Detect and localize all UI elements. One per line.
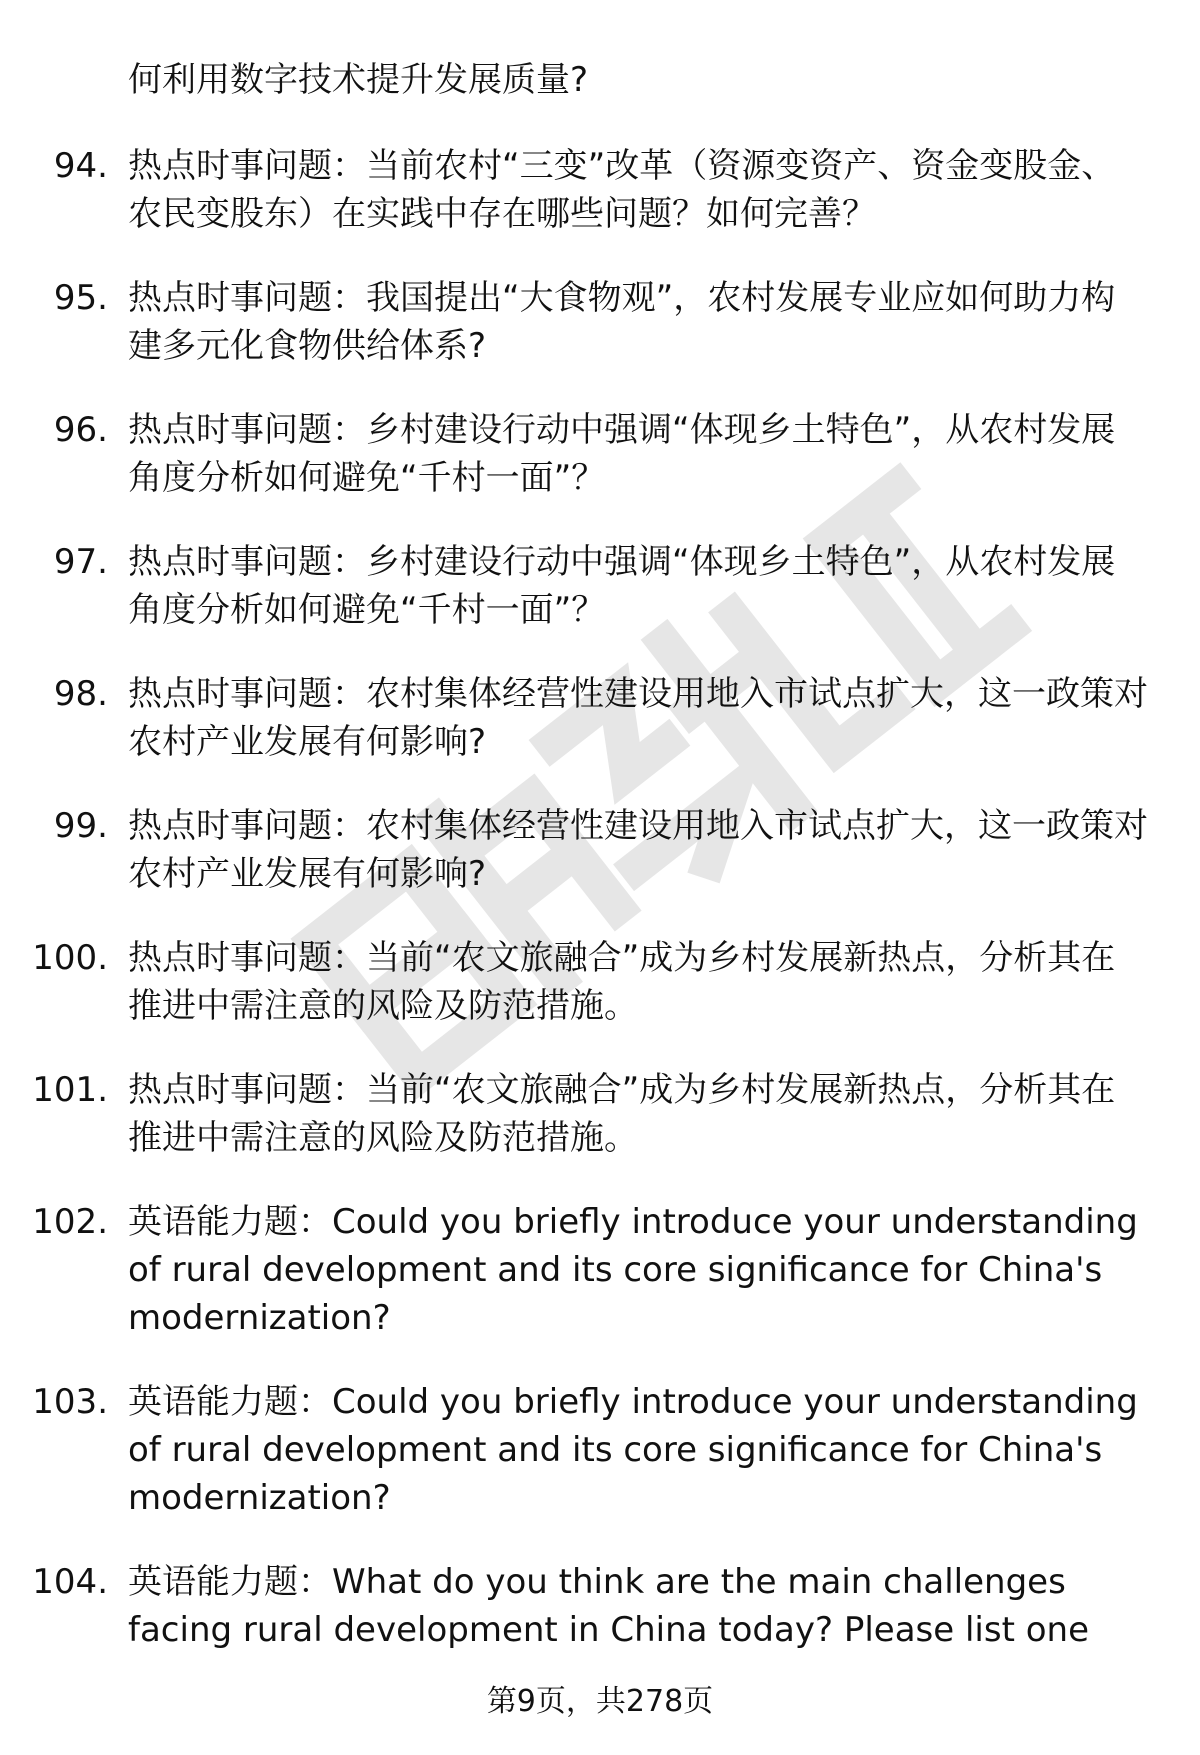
question-number: 99. bbox=[53, 806, 108, 846]
question-number: 96. bbox=[53, 410, 108, 450]
question-item bbox=[0, 1198, 1200, 1342]
question-text: 热点时事问题：我国提出“大食物观”，农村发展专业应如何助力构建多元化食物供给体系? bbox=[128, 278, 1116, 366]
question-text: 热点时事问题：当前农村“三变”改革（资源变资产、资金变股金、农民变股东）在实践中存在哪些问题？如何完善？ bbox=[128, 146, 1116, 234]
question-text: 热点时事问题：农村集体经营性建设用地入市试点扩大，这一政策对农村产业发展有何影响? bbox=[128, 806, 1148, 894]
question-number: 100. bbox=[32, 938, 108, 978]
question-item bbox=[0, 934, 1200, 1030]
continuation-text: 何利用数字技术提升发展质量? bbox=[128, 60, 589, 100]
question-text: 热点时事问题：当前“农文旅融合”成为乡村发展新热点，分析其在推进中需注意的风险及防范措施。 bbox=[128, 938, 1116, 1026]
question-item bbox=[0, 274, 1200, 370]
question-number: 95. bbox=[53, 278, 108, 318]
page-footer: 第9页，共278页 bbox=[486, 1684, 714, 1719]
question-item bbox=[0, 1066, 1200, 1162]
question-text: 英语能力题：What do you think are the main challenges facing rural development in China today? Please list one bbox=[128, 1562, 1089, 1650]
question-item bbox=[0, 406, 1200, 502]
question-text: 热点时事问题：农村集体经营性建设用地入市试点扩大，这一政策对农村产业发展有何影响? bbox=[128, 674, 1148, 762]
question-number: 104. bbox=[32, 1562, 108, 1602]
question-number: 98. bbox=[53, 674, 108, 714]
question-text: 英语能力题：Could you briefly introduce your understanding of rural development and its core significance for China's modernization? bbox=[128, 1202, 1138, 1338]
question-list bbox=[0, 142, 1200, 1690]
question-number: 97. bbox=[53, 542, 108, 582]
question-item bbox=[0, 1378, 1200, 1522]
question-number: 94. bbox=[53, 146, 108, 186]
question-text: 英语能力题：Could you briefly introduce your understanding of rural development and its core significance for China's modernization? bbox=[128, 1382, 1138, 1518]
question-number: 102. bbox=[32, 1202, 108, 1242]
question-item bbox=[0, 142, 1200, 238]
question-item bbox=[0, 538, 1200, 634]
question-item bbox=[0, 670, 1200, 766]
question-text: 热点时事问题：乡村建设行动中强调“体现乡土特色”，从农村发展角度分析如何避免“千村一面”？ bbox=[128, 542, 1116, 630]
question-number: 103. bbox=[32, 1382, 108, 1422]
question-item bbox=[0, 802, 1200, 898]
question-item bbox=[0, 1558, 1200, 1654]
question-number: 101. bbox=[32, 1070, 108, 1110]
question-text: 热点时事问题：当前“农文旅融合”成为乡村发展新热点，分析其在推进中需注意的风险及防范措施。 bbox=[128, 1070, 1116, 1158]
question-text: 热点时事问题：乡村建设行动中强调“体现乡土特色”，从农村发展角度分析如何避免“千村一面”？ bbox=[128, 410, 1116, 498]
